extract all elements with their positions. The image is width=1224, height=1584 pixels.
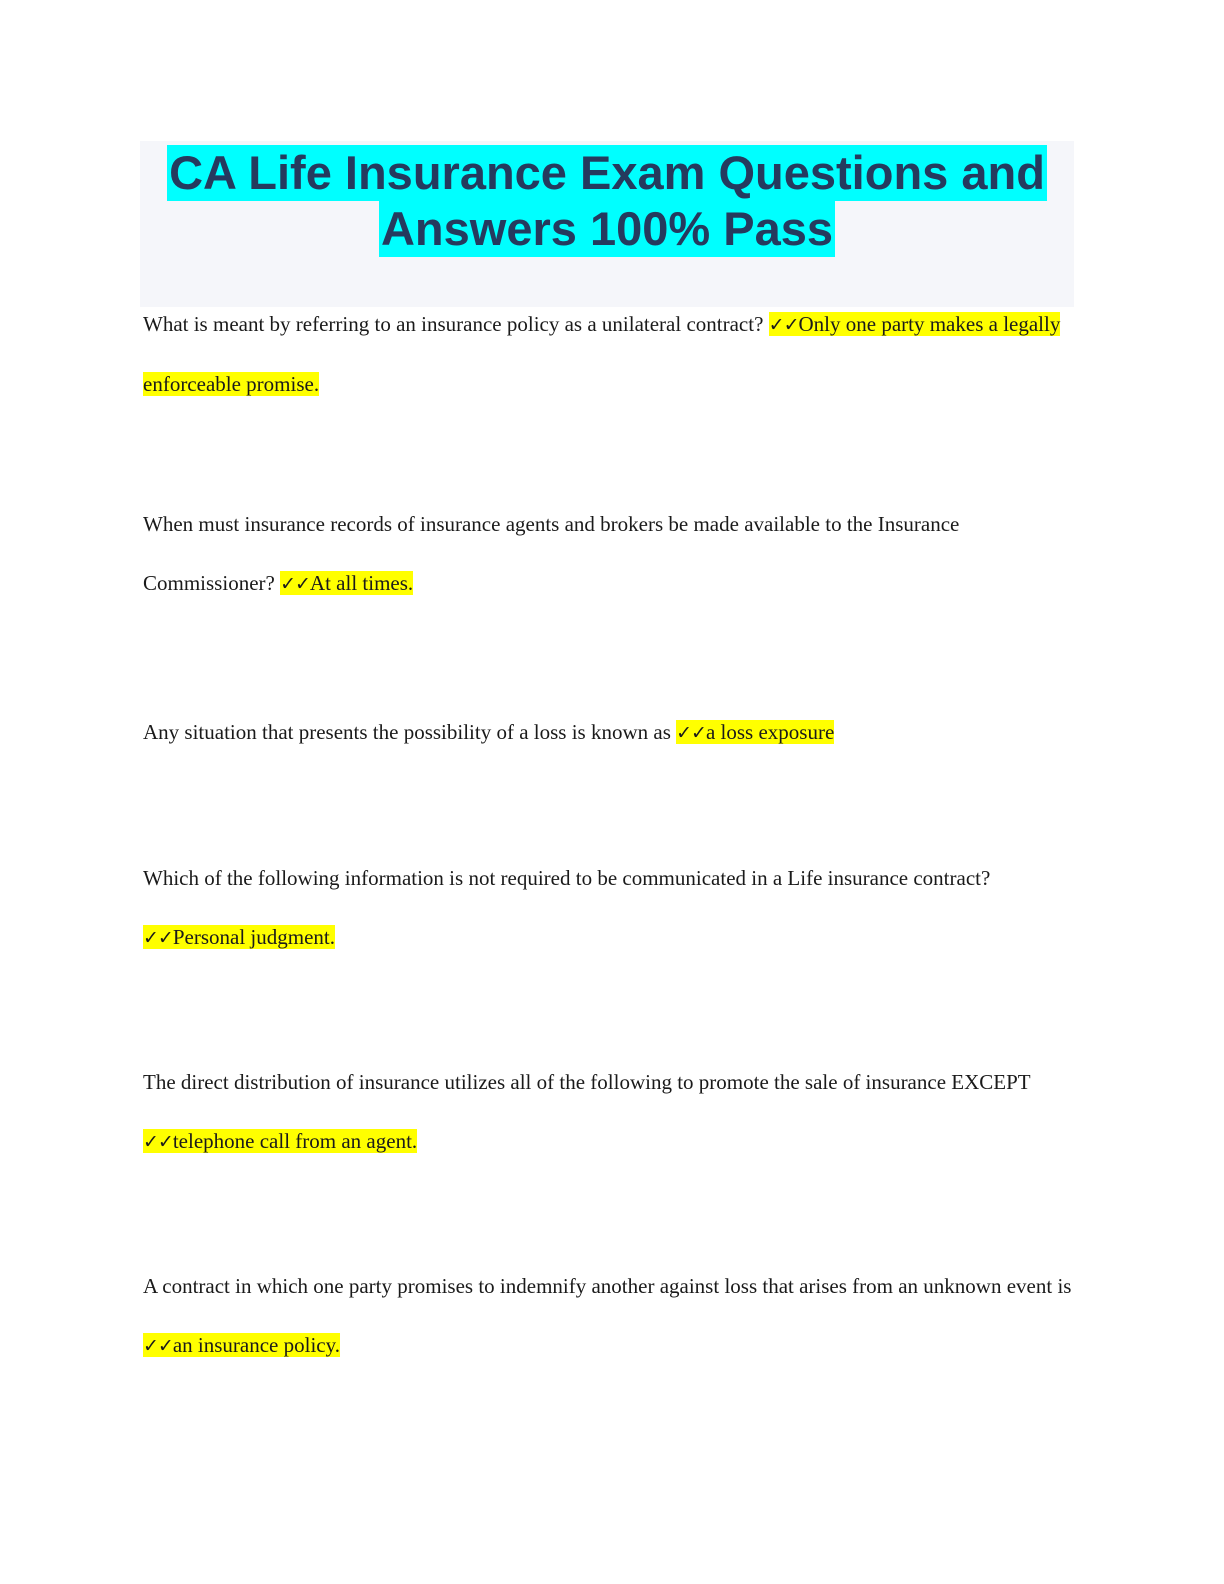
question-text: Any situation that presents the possibility of a loss is known as <box>143 720 677 744</box>
double-check-icon: ✓✓ <box>280 573 310 595</box>
answer-text: Only one party makes a legally enforceable promise. <box>143 312 1061 396</box>
question-text: When must insurance records of insurance agents and brokers be made available to the Insurance Commissioner? <box>143 512 960 595</box>
qa-item <box>143 1053 1083 1172</box>
answer-text: telephone call from an agent. <box>172 1129 418 1153</box>
double-check-icon: ✓✓ <box>768 314 799 336</box>
double-check-icon: ✓✓ <box>676 722 706 744</box>
answer-text: an insurance policy. <box>172 1333 341 1357</box>
question-text: Which of the following information is not required to be communicated in a Life insurance contract? <box>143 866 991 890</box>
question-text: What is meant by referring to an insurance policy as a unilateral contract? <box>143 312 769 336</box>
qa-item <box>143 1257 1083 1376</box>
answer-highlight <box>143 1333 340 1357</box>
qa-item <box>143 703 1083 763</box>
question-text: A contract in which one party promises to indemnify another against loss that arises from an unknown event is <box>143 1274 1072 1298</box>
answer-highlight <box>143 1129 417 1153</box>
answer-text: Personal judgment. <box>172 925 335 949</box>
double-check-icon: ✓✓ <box>143 1335 173 1357</box>
answer-text: a loss exposure <box>705 720 835 744</box>
qa-item <box>143 295 1083 414</box>
title-block <box>140 141 1074 307</box>
answer-highlight <box>143 925 335 949</box>
answer-text: At all times. <box>309 571 414 595</box>
document-title-line-1: CA Life Insurance Exam Questions and <box>169 146 1045 199</box>
document-title-line-2: Answers 100% Pass <box>380 202 833 255</box>
double-check-icon: ✓✓ <box>143 927 173 949</box>
answer-highlight <box>280 571 413 595</box>
qa-item <box>143 849 1083 968</box>
question-text: The direct distribution of insurance utilizes all of the following to promote the sale of insurance EXCEPT <box>143 1070 1031 1094</box>
double-check-icon: ✓✓ <box>143 1131 173 1153</box>
qa-item <box>143 495 1083 614</box>
answer-highlight <box>676 720 834 744</box>
